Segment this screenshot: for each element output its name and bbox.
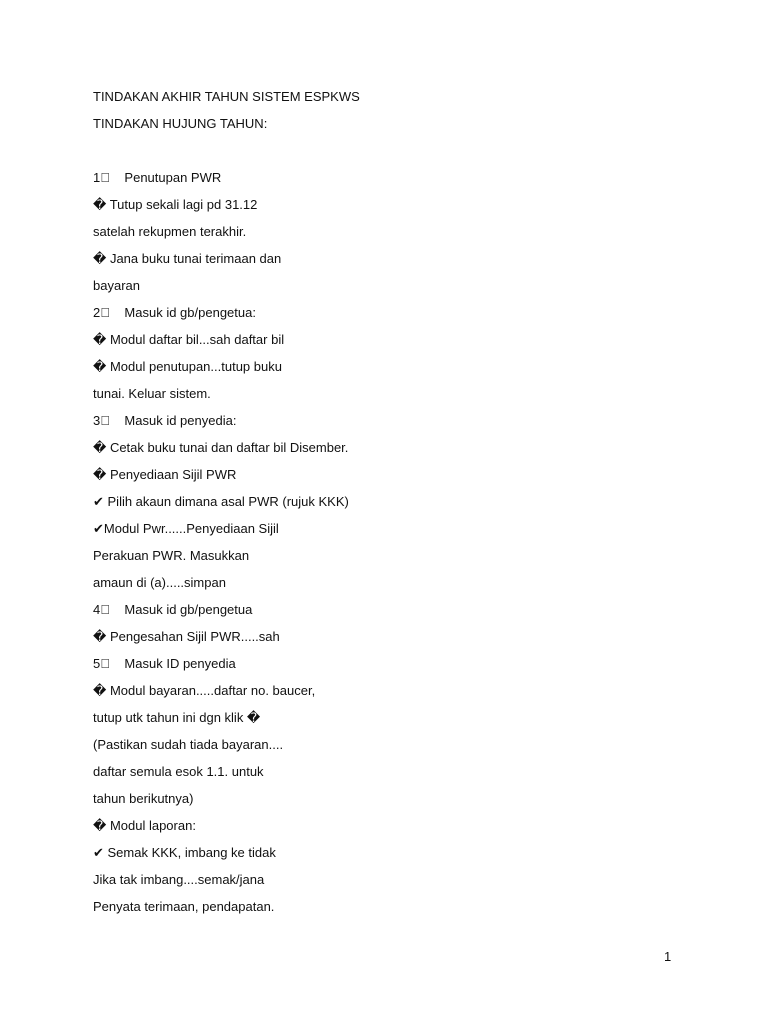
step-5-item-2: � Modul laporan: [93,818,196,833]
step-3-check-2-cont-2: amaun di (a).....simpan [93,575,226,590]
step-5-check-1-cont: Jika tak imbang....semak/jana [93,872,265,887]
step-3-heading: 3  Masuk id penyedia: [93,413,237,428]
step-5-note-cont: daftar semula esok 1.1. untuk [93,764,264,779]
step-3-check-1: ✔ Pilih akaun dimana asal PWR (rujuk KKK) [93,494,349,509]
step-5-item-1-cont: tutup utk tahun ini dgn klik � [93,710,261,725]
step-1-heading: 1  Penutupan PWR [93,170,222,185]
step-2-item-2: � Modul penutupan...tutup buku [93,359,282,374]
step-2-item-1: � Modul daftar bil...sah daftar bil [93,332,285,347]
step-1-item-1-cont: satelah rekupmen terakhir. [93,224,247,239]
step-1-item-2: � Jana buku tunai terimaan dan [93,251,282,266]
document-body [93,88,693,915]
step-5-heading: 5  Masuk ID penyedia [93,656,236,671]
page-number: 1 [664,949,672,964]
step-4-heading: 4  Masuk id gb/pengetua [93,602,253,617]
step-5-check-1-cont-2: Penyata terimaan, pendapatan. [93,899,275,914]
step-5-note-cont-2: tahun berikutnya) [93,791,194,806]
step-3-check-2-cont: Perakuan PWR. Masukkan [93,548,250,563]
step-1-item-2-cont: bayaran [93,278,140,293]
step-2-heading: 2  Masuk id gb/pengetua: [93,305,256,320]
step-3-item-2: � Penyediaan Sijil PWR [93,467,237,482]
step-3-item-1: � Cetak buku tunai dan daftar bil Disember. [93,440,349,455]
step-4-item-1: � Pengesahan Sijil PWR.....sah [93,629,280,644]
step-5-check-1: ✔ Semak KKK, imbang ke tidak [93,845,276,860]
step-5-item-1: � Modul bayaran.....daftar no. baucer, [93,683,316,698]
step-3-check-2: ✔Modul Pwr......Penyediaan Sijil [93,521,279,536]
document-title: TINDAKAN AKHIR TAHUN SISTEM ESPKWS [93,89,360,104]
step-2-item-2-cont: tunai. Keluar sistem. [93,386,211,401]
section-heading: TINDAKAN HUJUNG TAHUN: [93,116,268,131]
step-1-item-1: � Tutup sekali lagi pd 31.12 [93,197,258,212]
step-5-note: (Pastikan sudah tiada bayaran.... [93,737,284,752]
